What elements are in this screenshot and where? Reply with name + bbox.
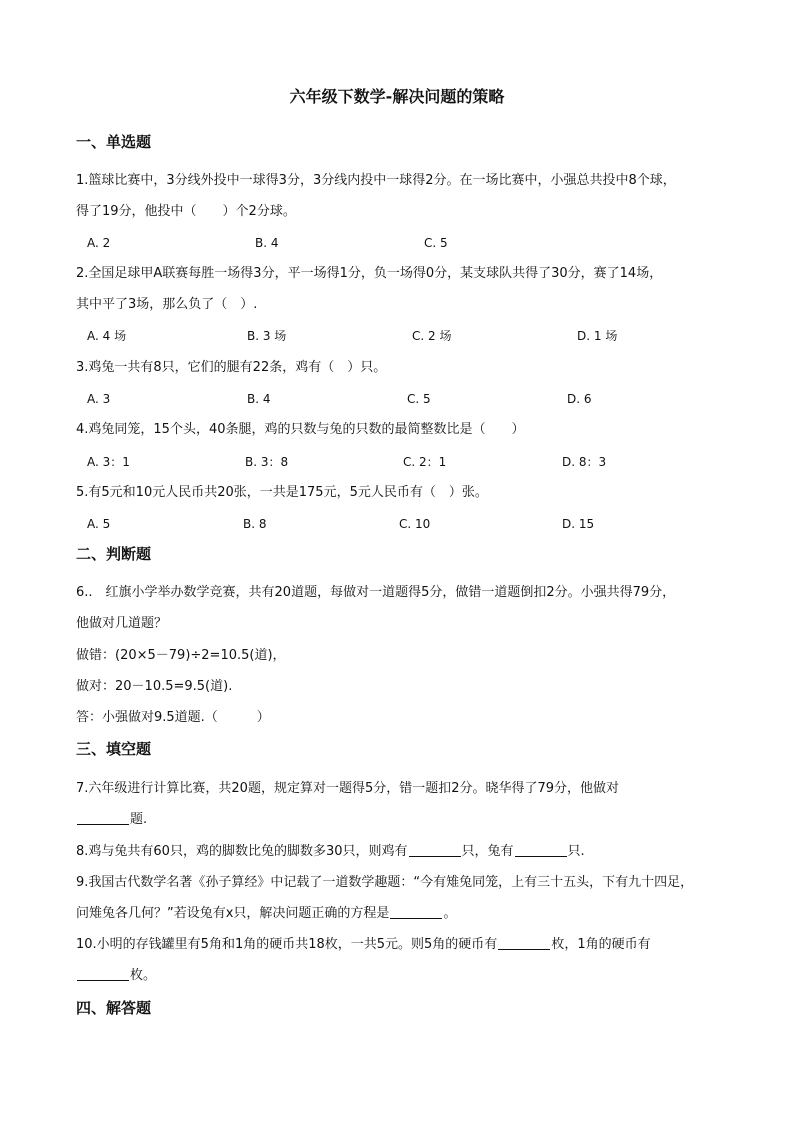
question-4-options	[87, 453, 727, 471]
question-3-line-1: 3.鸡兔一共有8只，它们的腿有22条，鸡有（ ）只。	[76, 360, 387, 375]
question-7-line-2-text: 题.	[130, 812, 148, 827]
option-c[interactable]: C. 5	[424, 236, 448, 250]
option-d[interactable]: D. 15	[562, 517, 595, 531]
question-7-line-1: 7.六年级进行计算比赛，共20题，规定算对一题得5分，错一题扣2分。晓华得了79分，他做对	[76, 781, 620, 796]
question-6-line-4: 做对：20－10.5=9.5(道).	[76, 679, 233, 694]
question-10-text-2: 枚，1角的硬币有	[551, 937, 651, 952]
option-a[interactable]: A. 3：1	[87, 455, 130, 469]
question-1-line-2: 得了19分，他投中（ ）个2分球。	[76, 204, 296, 219]
question-6-answer: 答：小强做对9.5道题.（ ）	[76, 710, 270, 725]
answer-blank[interactable]	[498, 935, 550, 950]
question-9-text-2: 。	[443, 906, 457, 921]
question-2-line-2: 其中平了3场，那么负了（ ）.	[76, 297, 258, 312]
option-a[interactable]: A. 5	[87, 517, 111, 531]
question-1-line-1: 1.篮球比赛中，3分线外投中一球得3分，3分线内投中一球得2分。在一场比赛中，小强总共投中8个球，	[76, 173, 676, 188]
option-b[interactable]: B. 8	[243, 517, 267, 531]
option-a[interactable]: A. 4 场	[87, 329, 127, 343]
question-3-options	[87, 390, 727, 408]
answer-blank[interactable]	[77, 810, 129, 825]
question-10-line-2	[76, 966, 726, 986]
question-5-line-1: 5.有5元和10元人民币共20张，一共是175元，5元人民币有（ ）张。	[76, 485, 488, 500]
option-d[interactable]: D. 8：3	[562, 455, 607, 469]
section-heading-true-false: 二、判断题	[76, 545, 152, 563]
page-title: 六年级下数学-解决问题的策略	[289, 87, 505, 106]
option-b[interactable]: B. 3：8	[245, 455, 289, 469]
question-7-line-2	[76, 810, 726, 830]
question-4-line-1: 4.鸡兔同笼，15个头，40条腿，鸡的只数与兔的只数的最简整数比是（ ）	[76, 422, 525, 437]
answer-blank[interactable]	[77, 966, 129, 981]
option-a[interactable]: A. 3	[87, 392, 111, 406]
question-6-line-2: 他做对几道题？	[76, 616, 168, 631]
section-heading-single-choice: 一、单选题	[76, 133, 152, 151]
question-9-line-2	[76, 904, 726, 924]
section-heading-fill-blank: 三、填空题	[76, 740, 152, 758]
question-9-text-1: 问雉兔各几何？”若设兔有x只，解决问题正确的方程是	[76, 906, 390, 921]
question-10-text-3: 枚。	[130, 968, 157, 983]
option-d[interactable]: D. 6	[567, 392, 592, 406]
question-9-line-1: 9.我国古代数学名著《孙子算经》中记载了一道数学趣题：“今有雉兔同笼，上有三十五头，下有九十四足，	[76, 875, 694, 890]
question-2-line-1: 2.全国足球甲A联赛每胜一场得3分，平一场得1分，负一场得0分，某支球队共得了30分，赛了14场，	[76, 266, 663, 281]
answer-blank[interactable]	[390, 904, 442, 919]
option-a[interactable]: A. 2	[87, 236, 111, 250]
option-b[interactable]: B. 4	[247, 392, 271, 406]
option-c[interactable]: C. 2 场	[412, 329, 452, 343]
option-d[interactable]: D. 1 场	[577, 329, 618, 343]
question-10-text-1: 10.小明的存钱罐里有5角和1角的硬币共18枚，一共5元。则5角的硬币有	[76, 937, 498, 952]
question-2-options	[87, 327, 727, 345]
question-10-line-1	[76, 935, 726, 955]
option-c[interactable]: C. 2：1	[403, 455, 447, 469]
option-b[interactable]: B. 3 场	[247, 329, 287, 343]
question-8-line-1	[76, 842, 726, 862]
question-1-options	[87, 234, 727, 252]
section-heading-word-problems: 四、解答题	[76, 999, 152, 1017]
option-c[interactable]: C. 5	[407, 392, 431, 406]
question-8-text-2: 只，兔有	[461, 844, 514, 859]
question-8-text-1: 8.鸡与兔共有60只，鸡的脚数比兔的脚数多30只，则鸡有	[76, 844, 408, 859]
question-6-line-3: 做错：(20×5－79)÷2=10.5(道)，	[76, 648, 286, 663]
question-5-options	[87, 515, 727, 533]
option-b[interactable]: B. 4	[255, 236, 279, 250]
question-6-line-1: 6.. 红旗小学举办数学竞赛，共有20道题，每做对一道题得5分，做错一道题倒扣2分。小强共得79分，	[76, 585, 676, 600]
option-c[interactable]: C. 10	[399, 517, 431, 531]
question-8-text-3: 只.	[567, 844, 585, 859]
answer-blank[interactable]	[409, 842, 461, 857]
answer-blank[interactable]	[515, 842, 567, 857]
